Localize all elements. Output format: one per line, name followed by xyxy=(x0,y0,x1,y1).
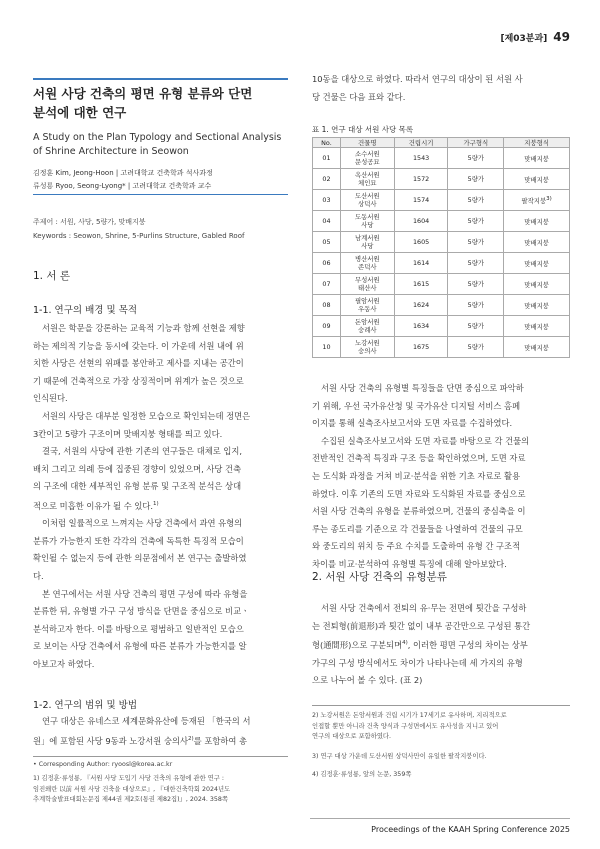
table-cell: 맞배지붕 xyxy=(504,316,570,337)
footnote-1: 1) 김정훈·류성룡, 『서원 사당 도입기 사당 건축의 유형에 관한 연구 : 임진왜란 以前 서원 사당 건축을 대상으로』, 『대한건축학회 2024년도 추계학술발표대회논문집 제44권 제2호(통권 제82집)』, 2024. 358쪽 xyxy=(33,775,231,803)
section-1-heading: 1. 서 론 xyxy=(33,270,70,282)
table-header-row xyxy=(313,138,570,148)
table-cell: 1614 xyxy=(394,253,448,274)
table-cell: 5량가 xyxy=(448,295,504,316)
footnote-4: 4) 김정훈·류성룡, 앞의 논문, 359쪽 xyxy=(312,771,412,778)
table-cell: 5량가 xyxy=(448,169,504,190)
table-header-cell: No. xyxy=(313,138,341,148)
table-cell: 1574 xyxy=(394,190,448,211)
table-cell: 02 xyxy=(313,169,341,190)
footnote-ref-2: 2) xyxy=(188,735,194,742)
author-line-1: 김정훈 Kim, Jeong-Hoon | 고려대학교 건축학과 석사과정 xyxy=(33,169,213,177)
title-english-line2: of Shrine Architecture in Seowon xyxy=(33,146,189,157)
table-row xyxy=(313,253,570,274)
table-cell: 1675 xyxy=(394,337,448,358)
title-korean-line1: 서원 사당 건축의 평면 유형 분류와 단면 xyxy=(33,86,253,101)
corresponding-author: • Corresponding Author: ryoosl@korea.ac.kr xyxy=(33,761,173,768)
footer-proceedings: Proceedings of the KAAH Spring Conference 2025 xyxy=(371,825,570,834)
table-cell: 09 xyxy=(313,316,341,337)
table-row xyxy=(313,316,570,337)
table-cell: 무성서원 태산사 xyxy=(340,274,394,295)
title-block xyxy=(33,84,288,192)
table-cell: 5량가 xyxy=(448,337,504,358)
keywords-block xyxy=(33,217,288,242)
table-cell: 5량가 xyxy=(448,316,504,337)
table-cell: 돈암서원 숭례사 xyxy=(340,316,394,337)
section-label: [제03분과] xyxy=(500,34,548,44)
footnote-rule-left xyxy=(33,756,288,757)
table-cell: 5량가 xyxy=(448,253,504,274)
table-row xyxy=(313,274,570,295)
paragraph-5: 본 연구에서는 서원 사당 건축의 평면 구성에 따라 유형을 분류한 뒤, 유형별 가구 구성 방식을 단면을 중심으로 비교ㆍ 분석하고자 한다. 이를 바탕으로 평범하고 일반적인 모습으 로 보이는 사당 건축에서 유형에 따른 분류가 가능한지를 알 아보고자 하였다. xyxy=(33,588,250,670)
table-cell: 노강서원 숭의사 xyxy=(340,337,394,358)
table-cell: 5량가 xyxy=(448,274,504,295)
table-row xyxy=(313,190,570,211)
table-header-cell: 가구형식 xyxy=(448,138,504,148)
table-cell: 05 xyxy=(313,232,341,253)
paragraph-7: 서원 사당 건축의 유형별 특징들을 단면 중심으로 파악하 기 위해, 우선 국가유산청 및 국가유산 디지털 서비스 홈페 이지를 통해 실측조사보고서와 도면 자료를 수집하였다. xyxy=(312,383,524,429)
table-cell: 맞배지붕 xyxy=(504,169,570,190)
table-cell: 07 xyxy=(313,274,341,295)
title-english-line1: A Study on the Plan Typology and Sectional Analysis xyxy=(33,132,282,143)
page-header xyxy=(500,30,570,44)
paragraph-1: 서원은 학문을 강론하는 교육적 기능과 함께 선현을 제향 하는 제의적 기능을 동시에 갖는다. 이 가운데 서원 내에 위 치한 사당은 선현의 위패를 봉안하고 제사를 지내는 공간이 기 때문에 건축적으로 가장 상징적이며 위계가 높은 것으로 인식된다. xyxy=(33,323,245,404)
table-cell: 1634 xyxy=(394,316,448,337)
table-row xyxy=(313,169,570,190)
table-cell: 맞배지붕 xyxy=(504,274,570,295)
table-cell: 5량가 xyxy=(448,148,504,169)
table-cell: 남계서원 사당 xyxy=(340,232,394,253)
paragraph-9: 서원 사당 건축에서 전퇴의 유·무는 전면에 툇간을 구성하 는 전퇴형(前退形)과 툇간 없이 내부 공간만으로 구성된 통간 형(通間形)으로 구분되며$^{4)}$, 이러한 평면 구성의 차이는 상부 가구의 구성 방식에서도 차이가 나타나는데 세 가지의 유형 으로 나누어 볼 수 있다. (표 2) xyxy=(312,603,531,686)
table-cell: 1605 xyxy=(394,232,448,253)
table-cell: 1624 xyxy=(394,295,448,316)
table-cell: 06 xyxy=(313,253,341,274)
intro-body xyxy=(33,320,288,674)
keywords-korean: 주제어 : 서원, 사당, 5량가, 맞배지붕 xyxy=(33,218,146,226)
table-cell: 맞배지붕 xyxy=(504,211,570,232)
table-header-cell: 건물명 xyxy=(340,138,394,148)
table-cell: 5량가 xyxy=(448,232,504,253)
footnote-3: 3) 연구 대상 가운데 도산서원 상덕사만이 유일한 팔작지붕이다. xyxy=(312,753,487,760)
typology-body xyxy=(312,600,570,690)
table-cell: 03 xyxy=(313,190,341,211)
table-cell: 옥산서원 체인묘 xyxy=(340,169,394,190)
paragraph-2: 서원의 사당은 대부분 일정한 모습으로 확인되는데 정면은 3칸이고 5량가 구조이며 맞배지붕 형태를 띄고 있다. xyxy=(33,410,251,439)
table-row xyxy=(313,337,570,358)
table-row xyxy=(313,295,570,316)
table-cell: 도동서원 사당 xyxy=(340,211,394,232)
scope-body xyxy=(33,713,288,750)
table-cell: 1604 xyxy=(394,211,448,232)
table-cell: 04 xyxy=(313,211,341,232)
table-cell: 맞배지붕 xyxy=(504,232,570,253)
table-cell: 1572 xyxy=(394,169,448,190)
section-2-heading: 2. 서원 사당 건축의 유형분류 xyxy=(312,571,447,583)
paragraph-3: 결국, 서원의 사당에 관한 기존의 연구들은 대체로 입지, 배치 그리고 의례 등에 집중된 경향이 있었으며, 사당 건축 의 구조에 대한 세부적인 유형 분류 및 구조적 분석은 상대 적으로 미흡한 이유가 될 수 있다.$^{1)}$ xyxy=(33,446,243,511)
table-cell: 1615 xyxy=(394,274,448,295)
table-cell: 팔작지붕3) xyxy=(504,190,570,211)
table-title: 표 1. 연구 대상 서원 사당 목록 xyxy=(312,125,414,134)
table-cell: 병산서원 존덕사 xyxy=(340,253,394,274)
table-cell: 5량가 xyxy=(448,190,504,211)
title-top-rule xyxy=(33,78,288,80)
table-cell: 08 xyxy=(313,295,341,316)
paragraph-4: 이처럼 일률적으로 느껴지는 사당 건축에서 과연 유형의 분류가 가능한지 또한 각각의 건축에 독특한 특징적 모습이 확인될 수 없는지 등에 관한 의문점에서 본 연구는 출발하였 다. xyxy=(33,518,247,582)
title-bottom-rule xyxy=(33,194,288,195)
section-1-1-heading: 1-1. 연구의 배경 및 목적 xyxy=(33,305,138,316)
footnote-2: 2) 노강서원은 돈암서원과 건립 시기가 17세기로 유사하며, 지리적으로 인접할 뿐만 아니라 건축 양식과 구성면에서도 유사성을 지니고 있어 연구의 대상으로 포함하였다. xyxy=(312,712,507,740)
table-cell: 도산서원 상덕사 xyxy=(340,190,394,211)
footnote-rule-right xyxy=(312,705,570,706)
footer-rule xyxy=(310,818,570,819)
table-cell: 1543 xyxy=(394,148,448,169)
paragraph-8: 수집된 실측조사보고서와 도면 자료를 바탕으로 각 건물의 전반적인 건축적 특징과 구조 등을 확인하였으며, 도면 자료 는 도식화 과정을 거쳐 비교·분석을 위한 기초 자료로 활용 하였다. 이후 기존의 도면 자료와 도식화된 자료를 중심으로 서원 사당 건축의 유형을 분류하였으며, 건물의 중심축을 이 루는 종도리를 기준으로 각 건물들을 나열하여 건물의 규모 와 중도리의 위치 등 주요 수치를 도출하여 유형 간 구조적 차이를 비교·분석하여 유형별 특징에 대해 알아보았다. xyxy=(312,435,530,569)
footnote-ref-1: 1) xyxy=(153,500,159,507)
table-cell: 필암서원 우동사 xyxy=(340,295,394,316)
table-cell: 맞배지붕 xyxy=(504,148,570,169)
table-cell: 소수서원 문성공묘 xyxy=(340,148,394,169)
table-row xyxy=(313,148,570,169)
table-cell: 맞배지붕 xyxy=(504,337,570,358)
right-top-paragraph: 10동을 대상으로 하였다. 따라서 연구의 대상이 된 서원 사 당 건물은 다음 표와 같다. xyxy=(312,74,523,102)
table-row xyxy=(313,232,570,253)
keywords-english: Keywords : Seowon, Shrine, 5-Purlins Structure, Gabled Roof xyxy=(33,232,245,240)
page-number: 49 xyxy=(553,30,570,44)
section-1-2-heading: 1-2. 연구의 범위 및 방법 xyxy=(33,700,138,711)
method-body xyxy=(312,380,570,574)
shrine-list-table xyxy=(312,137,570,358)
author-line-2: 류성룡 Ryoo, Seong-Lyong* | 고려대학교 건축학과 교수 xyxy=(33,182,212,190)
table-header-cell: 지붕형식 xyxy=(504,138,570,148)
table-cell: 5량가 xyxy=(448,211,504,232)
table-cell: 10 xyxy=(313,337,341,358)
footnote-ref-4: 4) xyxy=(402,640,408,647)
table-cell: 맞배지붕 xyxy=(504,295,570,316)
table-header-cell: 건립시기 xyxy=(394,138,448,148)
table-row xyxy=(313,211,570,232)
paragraph-6: 연구 대상은 유네스코 세계문화유산에 등재된 「한국의 서 원」에 포함된 사당 9동과 노강서원 숭의사$^{2)}$를 포함하여 총 xyxy=(33,716,251,746)
title-korean-line2: 분석에 대한 연구 xyxy=(33,105,127,120)
table-cell: 맞배지붕 xyxy=(504,253,570,274)
table-cell: 01 xyxy=(313,148,341,169)
